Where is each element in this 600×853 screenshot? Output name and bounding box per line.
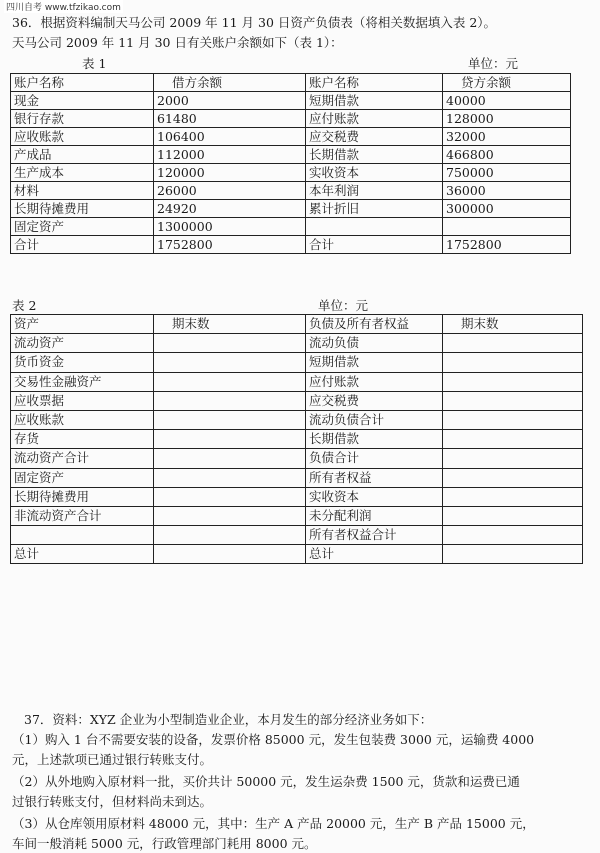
table-cell: 750000 (443, 164, 571, 182)
table-cell: 应收票据 (11, 391, 154, 410)
table2-unit: 单位：元 (318, 298, 369, 313)
table-cell: 生产成本 (11, 164, 154, 182)
table-cell: 未分配利润 (306, 506, 443, 525)
column-header: 负债及所有者权益 (306, 315, 443, 334)
table-cell: 累计折旧 (306, 200, 443, 218)
table-cell: 流动负债 (306, 334, 443, 353)
table-cell: 长期借款 (306, 146, 443, 164)
question-37-line: 37．资料：XYZ 企业为小型制造业企业，本月发生的部分经济业务如下： (24, 712, 433, 727)
table-cell: 300000 (443, 200, 571, 218)
column-header: 借方余额 (154, 74, 306, 92)
question-37-line: 车间一般消耗 5000 元，行政管理部门耗用 8000 元。 (12, 836, 317, 851)
table-row (11, 110, 571, 128)
table-cell (443, 353, 583, 372)
table-row (11, 410, 583, 429)
table-row (11, 164, 571, 182)
table-cell (154, 449, 306, 468)
table-cell: 产成品 (11, 146, 154, 164)
table-cell (443, 334, 583, 353)
balance-sheet-table (10, 314, 583, 564)
table-cell (154, 487, 306, 506)
question-37-line: 元，上述款项已通过银行转账支付。 (12, 752, 213, 767)
question-37-line: （3）从仓库领用原材料 48000 元，其中：生产 A 产品 20000 元，生产 B 产品 15000 元， (12, 816, 535, 831)
table-row (11, 353, 583, 372)
question-36-title: 36．根据资料编制天马公司 2009 年 11 月 30 日资产负债表（将相关数据填入表 2）。 (12, 15, 497, 30)
table-row (11, 128, 571, 146)
table-cell (11, 526, 154, 545)
table-row (11, 506, 583, 525)
table-cell (154, 468, 306, 487)
table-cell (154, 410, 306, 429)
table-cell: 应收账款 (11, 410, 154, 429)
column-header: 期末数 (443, 315, 583, 334)
table-cell: 应付账款 (306, 372, 443, 391)
table-cell: 交易性金融资产 (11, 372, 154, 391)
table-row (11, 487, 583, 506)
table-cell (154, 334, 306, 353)
table-cell (154, 526, 306, 545)
balance-table (10, 73, 571, 254)
table-cell: 现金 (11, 92, 154, 110)
table-cell: 26000 (154, 182, 306, 200)
column-header: 账户名称 (306, 74, 443, 92)
table-cell: 36000 (443, 182, 571, 200)
table-row (11, 218, 571, 236)
table-row (11, 182, 571, 200)
table-cell (443, 218, 571, 236)
table-cell (154, 372, 306, 391)
table-cell: 存货 (11, 430, 154, 449)
table-cell: 128000 (443, 110, 571, 128)
table-cell: 合计 (11, 236, 154, 254)
table-cell: 长期待摊费用 (11, 487, 154, 506)
table-row (11, 372, 583, 391)
column-header: 期末数 (154, 315, 306, 334)
table1-unit: 单位：元 (468, 56, 519, 71)
table-cell: 短期借款 (306, 92, 443, 110)
table-cell: 应交税费 (306, 128, 443, 146)
table2-label: 表 2 (12, 298, 37, 313)
question-37-line: 过银行转账支付，但材料尚未到达。 (12, 794, 213, 809)
table-cell: 40000 (443, 92, 571, 110)
table-cell: 非流动资产合计 (11, 506, 154, 525)
header-row (11, 315, 583, 334)
column-header: 贷方余额 (443, 74, 571, 92)
question-37-line: （1）购入 1 台不需要安装的设备，发票价格 85000 元，发生包装费 3000 元，运输费 4000 (12, 732, 535, 747)
table-cell: 1752800 (154, 236, 306, 254)
table-cell (443, 545, 583, 564)
table-row (11, 236, 571, 254)
table-cell: 总计 (11, 545, 154, 564)
table-cell: 应交税费 (306, 391, 443, 410)
table-row (11, 92, 571, 110)
table-cell: 112000 (154, 146, 306, 164)
table-cell: 货币资金 (11, 353, 154, 372)
table-row (11, 545, 583, 564)
table-row (11, 200, 571, 218)
table-cell: 所有者权益合计 (306, 526, 443, 545)
table-cell (154, 391, 306, 410)
table-cell: 应付账款 (306, 110, 443, 128)
table-cell (443, 430, 583, 449)
table-cell: 本年利润 (306, 182, 443, 200)
table-cell: 固定资产 (11, 468, 154, 487)
table-cell (154, 506, 306, 525)
column-header: 账户名称 (11, 74, 154, 92)
table-cell: 总计 (306, 545, 443, 564)
table-cell: 24920 (154, 200, 306, 218)
table-cell (443, 410, 583, 429)
table-cell (154, 353, 306, 372)
table-cell (306, 218, 443, 236)
table-cell: 466800 (443, 146, 571, 164)
table-cell: 流动资产 (11, 334, 154, 353)
header-row (11, 74, 571, 92)
table-cell (443, 372, 583, 391)
table-row (11, 334, 583, 353)
table-cell (443, 449, 583, 468)
table-cell: 120000 (154, 164, 306, 182)
table-cell: 固定资产 (11, 218, 154, 236)
question-36-intro: 天马公司 2009 年 11 月 30 日有关账户余额如下（表 1）： (12, 35, 343, 50)
table-cell (443, 468, 583, 487)
table-cell: 负债合计 (306, 449, 443, 468)
table-cell: 流动资产合计 (11, 449, 154, 468)
table-cell: 1300000 (154, 218, 306, 236)
table-row (11, 146, 571, 164)
table-cell: 32000 (443, 128, 571, 146)
table-cell: 长期借款 (306, 430, 443, 449)
table-cell: 106400 (154, 128, 306, 146)
watermark: 四川自考 www.tfzikao.com (4, 0, 123, 13)
table-cell (443, 526, 583, 545)
table-cell (443, 487, 583, 506)
question-37-line: （2）从外地购入原材料一批，买价共计 50000 元，发生运杂费 1500 元，货款和运费已通 (12, 774, 520, 789)
table-row (11, 468, 583, 487)
table-cell: 61480 (154, 110, 306, 128)
table-cell: 2000 (154, 92, 306, 110)
table-row (11, 430, 583, 449)
table-cell (154, 545, 306, 564)
table-cell (154, 430, 306, 449)
table-cell: 所有者权益 (306, 468, 443, 487)
table-cell (443, 391, 583, 410)
table-cell: 实收资本 (306, 164, 443, 182)
table-row (11, 526, 583, 545)
table-cell (443, 506, 583, 525)
table-cell: 实收资本 (306, 487, 443, 506)
table-cell: 材料 (11, 182, 154, 200)
table-cell: 流动负债合计 (306, 410, 443, 429)
table-row (11, 449, 583, 468)
table-row (11, 391, 583, 410)
table-cell: 1752800 (443, 236, 571, 254)
table-cell: 应收账款 (11, 128, 154, 146)
table-cell: 合计 (306, 236, 443, 254)
table-cell: 短期借款 (306, 353, 443, 372)
table-cell: 长期待摊费用 (11, 200, 154, 218)
table-cell: 银行存款 (11, 110, 154, 128)
table1-label: 表 1 (82, 56, 107, 71)
column-header: 资产 (11, 315, 154, 334)
